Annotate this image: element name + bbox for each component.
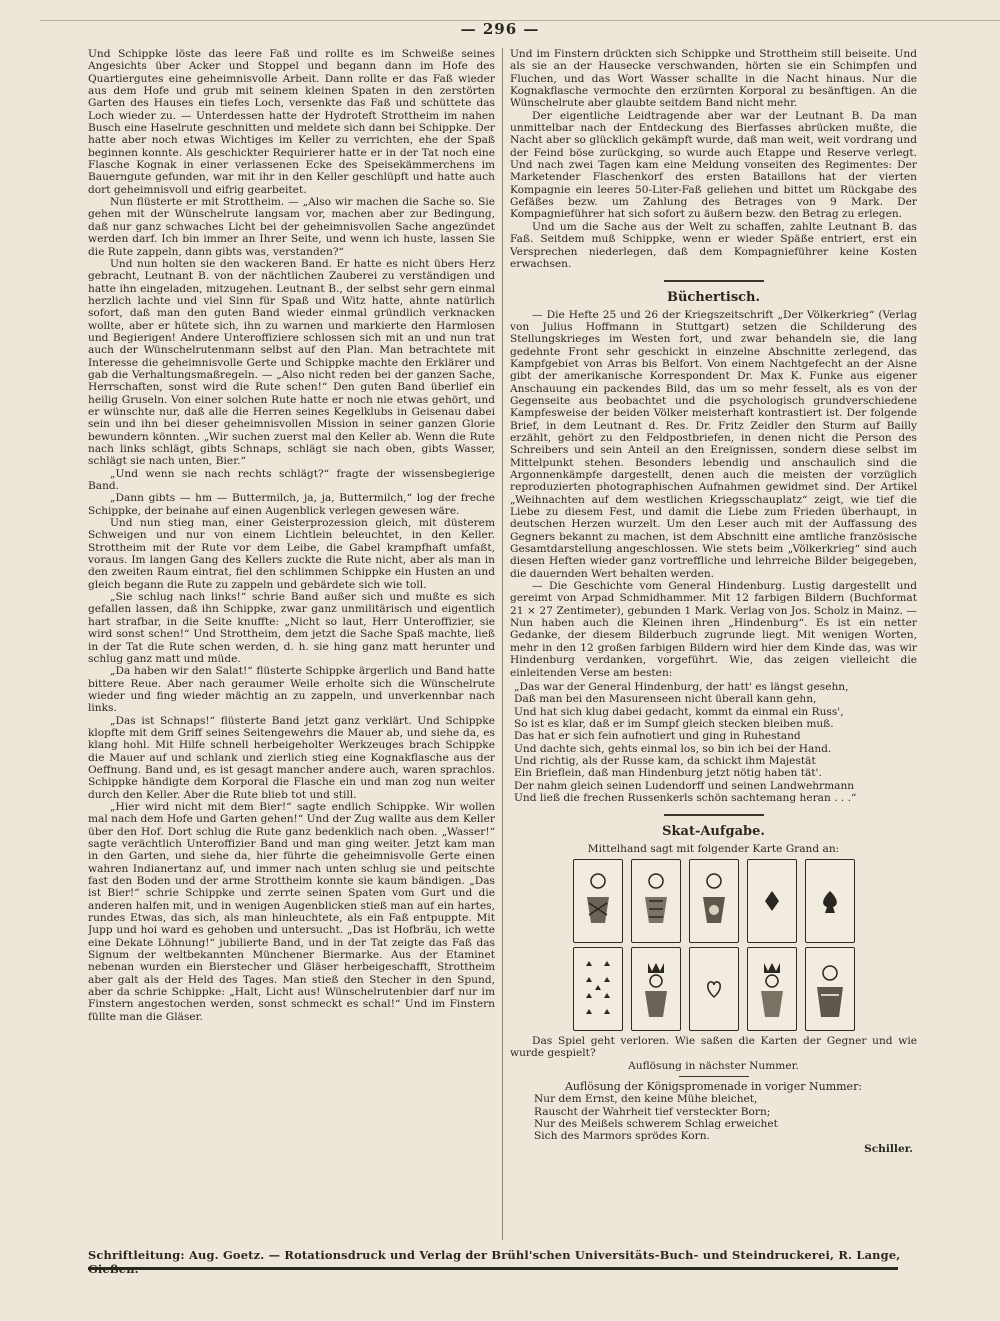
king-card-2 — [747, 947, 797, 1031]
book-review-paragraph: — Die Hefte 25 und 26 der Kriegszeitschrift „Der Völkerkrieg“ (Verlag von Julius Hoffmann in Stuttgart) setzen die Schilderung des Stellungskrieges im Westen fort, und zwar behandeln sie, die lang gedehnte Front sehr geschickt in einzelne Abschnitte zerlegend, das Kampfgebiet von Arras bis Belfort. Von einem Nachtgefecht an der Aisne gibt der amerikanische Korrespondent Dr. Max K. Funke aus eigener Anschauung ein packendes Bild, das um so mehr fesselt, als es von der Gegenseite aus beobachtet und die psychologisch grundverschiedene Kampfesweise der beiden Völker meisterhaft kontrastiert ist. Der folgende Brief, in dem Leutnant d. Res. Dr. Fritz Zeidler den Sturm auf Bailly erzählt, gehört zu den Feldpostbriefen, in denen nicht die Person des Schreibers und sein Anteil an den Ereignissen, sondern diese selbst im Mittelpunkt stehen. Besonders lebendig und anschaulich sind die Argonnenkämpfe dargestellt, denen auch die meisten der vorzüglich reproduzierten photographischen Aufnahmen gewidmet sind. Der Artikel „Weihnachten auf dem westlichen Kriegsschauplatz“ zeigt, wie tief die Liebe zu diesem Fest, und damit die Liebe zum Frieden überhaupt, in deutschen Herzen wurzelt. Um den Leser auch mit der Auffassung des Gegners bekannt zu machen, ist dem Abschnitt eine amtliche französische Gesamtdarstellung angeschlossen. Wie stets beim „Völkerkrieg“ sind auch diesen Heften wieder ganz vortreffliche und lehrreiche Bilder beigegeben, die dauernden Wert behalten werden. — [510, 308, 917, 580]
ace-of-diamonds-card — [747, 859, 797, 943]
jack-card-3 — [689, 859, 739, 943]
article-paragraph: Und im Finstern drückten sich Schippke und Strottheim still beiseite. Und als sie an der Hausecke verschwanden, hörten sie ein Schimpfen und Fluchen, und das Wort Wasser schallte in die Nacht hinaus. Nur die Kognakflasche vermochte den erzürnten Korporal zu besänftigen. An die Wünschelrute aber glaubte seitdem Band nicht mehr. — [510, 48, 917, 110]
buechertisch-heading: Büchertisch. — [666, 290, 761, 306]
ace-of-spades-card — [805, 859, 855, 943]
article-paragraph: „Hier wird nicht mit dem Bier!“ sagte endlich Schippke. Wir wollen mal nach dem Hofe und Garten gehen!“ Und der Zug wallte aus dem Keller über den Hof. Dort schlug die Rute ganz bedenklich nach oben. „Wasser!“ sagte verächtlich Unteroffizier Band und man ging weiter. Jetzt kam man in den Garten, und siehe da, hier führte die geheimnisvolle Gerte einen wahren Indianertanz auf, und immer nach unten schlug sie und peitschte fast den Boden und der arme Strottheim konnte sie kaum bändigen. „Das ist Bier!“ schrie Schippke und zerrte seinen Spaten vom Gurt und die anderen halfen mit, und in wenigen Augenblicken stieß man auf ein hartes, rundes Etwas, das sich, als man hinleuchtete, als ein Faß entpuppte. Mit Jupp und hoi ward es gehoben und untersucht. „Das ist Hofbräu, ich wette eine Dekate Löhnung!“ jubilierte Band, und in der Tat zeigte das Faß das Signum der weltbekannten Münchener Biermarke. Aus der Etaminet nebenan wurden ein Bierstecher und Gläser herbeigeschafft, Strottheim aber galt als der Held des Tages. Man stieß den Stecher in den Spund, aber da schrie Schippke: „Halt, Licht aus! Wünschelrutenbier darf nur im Finstern angestochen werden, sonst schmeckt es schal!“ Und im Finstern füllte man die Gläser. — [88, 800, 495, 1023]
poem-line: Und hat sich klug dabei gedacht, kommt da einmal ein Russ', — [514, 705, 844, 718]
article-paragraph: „Sie schlug nach links!“ schrie Band außer sich und mußte es sich gefallen lassen, daß ihn Schippke, zwar ganz unmilitärisch und eigentlich hart strafbar, in die Seite knuffte: „Nicht so laut, Herr Unteroffizier, sie wird sonst schen!“ Und Strottheim, dem jetzt die Sache Spaß machte, ließ in der Tat die Rute schen werden, d. h. sie hing ganz matt herunter und schlug ganz matt und müde. — [88, 591, 495, 665]
imprint-footer: Schriftleitung: Aug. Goetz. — Rotationsdruck und Verlag der Brühl'schen Universitäts-Buch- und Steindruckerei, R. Lange, — [88, 1248, 901, 1262]
poem-line: Ein Brieflein, daß man Hindenburg jetzt nötig haben tät'. — [514, 767, 822, 780]
top-edge-line — [40, 0, 1000, 21]
section-divider — [679, 1076, 749, 1077]
skat-heading: Skat-Aufgabe. — [662, 824, 765, 840]
king-card-1 — [631, 947, 681, 1031]
section-divider — [664, 814, 764, 816]
article-paragraph: „Das ist Schnaps!“ flüsterte Band jetzt ganz verklärt. Und Schippke klopfte mit dem Griff seines Seitengewehrs die Mauer ab, und siehe da, es klang hohl. Mit Hilfe schnell herbeigeholter Werkzeuges brach Schippke die Mauer auf und schlank und zierlich stieg eine Kognakflasche aus der Oeffnung. Band und, es ist gesagt mancher andere auch, waren sprachlos. Schippke händigte dem Korporal die Flasche ein und man zog nun weiter durch den Keller. Aber die Rute blieb tot und still. — [88, 714, 495, 801]
jack-card-1 — [573, 859, 623, 943]
article-paragraph: „Und wenn sie nach rechts schlägt?“ fragte der wissensbegierige Band. — [88, 467, 495, 493]
solution-author: Schiller. — [864, 1142, 913, 1155]
solution-line: Rauscht der Wahrheit tief versteckter Born; — [534, 1105, 771, 1118]
article-paragraph: Der eigentliche Leidtragende aber war der Leutnant B. Da man unmittelbar nach der Entdeckung des Bierfasses abrücken mußte, die Nacht aber so glücklich gekämpft wurde, daß man weit, weit vordrang und der Feind böse zurückging, so wurde auch Etappe und Reserve verlegt. Und nach zwei Tagen kam eine Meldung vonseiten des Regimentes: Der Marketender Flaschenkorf des ersten Bataillons hat der vierten Kompagnie ein leeres 50-Liter-Faß geliehen und bittet um Rückgabe des Gefäßes bezw. um Zahlung des Betrages von 9 Mark. Der Kompagnieführer hat sich sofort zu äußern bezw. den Betrag zu erlegen. — [510, 109, 917, 221]
article-paragraph: „Da haben wir den Salat!“ flüsterte Schippke ärgerlich und Band hatte bittere Reue. Aber nach geraumer Weile erholte sich die Wünschelrute wieder und fing wieder mächtig an zu zappeln, und unverkennbar nach links. — [88, 665, 495, 715]
page-number: — 296 — — [460, 20, 540, 38]
hindenburg-poem — [514, 681, 917, 804]
queen-card — [805, 947, 855, 1031]
article-paragraph: Und nun holten sie den wackeren Band. Er hatte es nicht übers Herz gebracht, Leutnant B. von der nächtlichen Zauberei zu verständigen und hatte ihn eingeladen, mitzugehen. Leutnant B., der selbst sehr gern einmal herzlich lachte und viel Sinn für Spaß und Witz hatte, ahnte natürlich sofort, daß man den guten Band wieder einmal gründlich verknacken wollte, aber er hütete sich, ihn zu warnen und markierte den Harmlosen und Begierigen! Andere Unteroffiziere schlossen sich mit an und nun trat auch der Wünschelrutenmann selbst auf den Plan. Man betrachtete mit Interesse die geheimnisvolle Gerte und Schippke machte den Erklärer und gab die Verhaltungsmaßregeln. — „Also nicht reden bei der ganzen Sache, Herrschaften, sonst wird die Rute schen!“ Den guten Band überlief ein heilig Gruseln. Von einer solchen Rute hatte er noch nie etwas gehört, und er wünschte nur, daß alle die Herren seines Kegelklubs in Geisenau dabei sein und ihn bei dieser geheimnisvollen Mission in seiner ganzen Glorie bewundern könnten. „Wir suchen zuerst mal den Keller ab. Wenn die Rute nach links schlägt, gibts Schnaps, schlägt sie nach oben, gibts Wasser, schlägt sie nach unten, Bier.“ — [88, 257, 495, 468]
section-divider — [664, 280, 764, 282]
poem-line: Und richtig, als der Russe kam, da schickt ihm Majestät — [514, 754, 816, 767]
solution-line: Nur dem Ernst, den keine Mühe bleichet, — [534, 1093, 758, 1106]
poem-line: „Das war der General Hindenburg, der hatt' es längst gesehn, — [514, 680, 849, 693]
poem-line: Daß man bei den Masurenseen nicht überall kann gehn, — [514, 693, 817, 706]
article-paragraph: Und Schippke löste das leere Faß und rollte es im Schweiße seines Angesichts über Acker und Stoppel und begann dann im Hofe des Quartiergutes eine geheimnisvolle Arbeit. Dann rollte er das Faß wieder aus dem Hofe und grub mit seinem kleinen Spaten in den zerstörten Garten des Hauses ein tiefes Loch, versenkte das Faß und schüttete das Loch wieder zu. — Unterdessen hatte der Hydroteft Strottheim im nahen Busch eine Haselrute geschnitten und meldete sich dann bei Schippke. Der hatte aber noch etwas Wichtiges im Keller zu verrichten, ehe der Spaß beginnen konnte. Als geschickter Requirierer hatte er in der Tat noch eine Flasche Kognak in einer verlassenen Ecke des Speisekämmerchens im Bauerngute gefunden, war mit ihr in den Keller geschlüpft und hatte auch dort geheimnisvoll und eifrig gearbeitet. — [88, 48, 495, 196]
poem-line: Und dachte sich, gehts einmal los, so bin ich bei der Hand. — [514, 742, 832, 755]
cards-row-bottom — [510, 947, 917, 1031]
solution-line: Nur des Meißels schwerem Schlag erweichet — [534, 1118, 778, 1131]
left-column — [88, 48, 495, 1240]
article-paragraph: Und um die Sache aus der Welt zu schaffen, zahlte Leutnant B. das Faß. Seitdem muß Schippke, wenn er wieder Späße entriert, erst ein Versprechen niederlegen, daß dem Kompagnieführer keine Kosten erwachsen. — [510, 220, 917, 270]
column-divider — [502, 48, 503, 1240]
article-paragraph: Nun flüsterte er mit Strottheim. — „Also wir machen die Sache so. Sie gehen mit der Wünschelrute langsam vor, machen aber zur Bedingung, daß nur ganz schwaches Licht bei der geheimnisvollen Sache angezündet werden darf. Ich bin immer an Ihrer Seite, und wenn ich huste, lassen Sie die Rute zappeln, dann gibts was, verstanden?“ — [88, 196, 495, 258]
poem-line: Und ließ die frechen Russenkerls schön sachtemang heran . . .“ — [514, 791, 857, 804]
book-review-paragraph: — Die Geschichte vom General Hindenburg. Lustig dargestellt und gereimt von Arpad Schmidhammer. Mit 12 farbigen Bildern (Buchformat 21 × 27 Zentimeter), gebunden 1 Mark. Verlag von Jos. Scholz in Mainz. — Nun haben auch die Kleinen ihren „Hindenburg“. Es ist ein netter Gedanke, der diesem Bilderbuch zugrunde liegt. Mit wenigen Worten, mehr in den 12 großen farbigen Bildern wird hier dem Kinde das, was wir Hindenburg verdanken, vorgeführt. Wie, das zeigen vielleicht die einleitenden Verse am besten: — [510, 580, 917, 679]
solution-line: Sich des Marmors sprödes Korn. — [534, 1130, 710, 1143]
poem-line: Das hat er sich fein aufnotiert und ging in Ruhestand — [514, 730, 801, 743]
skat-intro: Mittelhand sagt mit folgender Karte Grand an: — [587, 842, 840, 855]
ace-of-hearts-card — [689, 947, 739, 1031]
solution-title: Auflösung der Königspromenade in voriger Nummer: — [564, 1080, 863, 1093]
poem-line: Der nahm gleich seinen Ludendorff und seinen Landwehrmann — [514, 779, 855, 792]
skat-next-issue: Auflösung in nächster Nummer. — [628, 1059, 799, 1072]
solution-poem — [534, 1093, 917, 1142]
cards-row-top — [510, 859, 917, 943]
spades-number-card — [573, 947, 623, 1031]
article-paragraph: „Dann gibts — hm — Buttermilch, ja, ja, Buttermilch,“ log der freche Schippke, der beinahe auf einen Augenblick verlegen gewesen wäre. — [88, 492, 495, 517]
poem-line: So ist es klar, daß er im Sumpf gleich stecken bleiben muß. — [514, 717, 834, 730]
article-paragraph: Und nun stieg man, einer Geisterprozession gleich, mit düsterem Schweigen und nur von einem Lichtlein beleuchtet, in den Keller. Strottheim mit der Rute vor dem Leibe, die Gabel krampfhaft umfaßt, voraus. Im langen Gang des Kellers zuckte die Rute nicht, aber als man in den zweiten Raum eintrat, fiel den schlimmen Schippke ein Husten an und gleich begann die Rute zu zappeln und gebärdete sich wie toll. — [88, 517, 495, 591]
right-column — [510, 48, 917, 1240]
skat-question: Das Spiel geht verloren. Wie saßen die Karten der Gegner und wie wurde gespielt? — [510, 1034, 917, 1060]
footer-rule — [88, 1267, 898, 1270]
jack-card-2 — [631, 859, 681, 943]
